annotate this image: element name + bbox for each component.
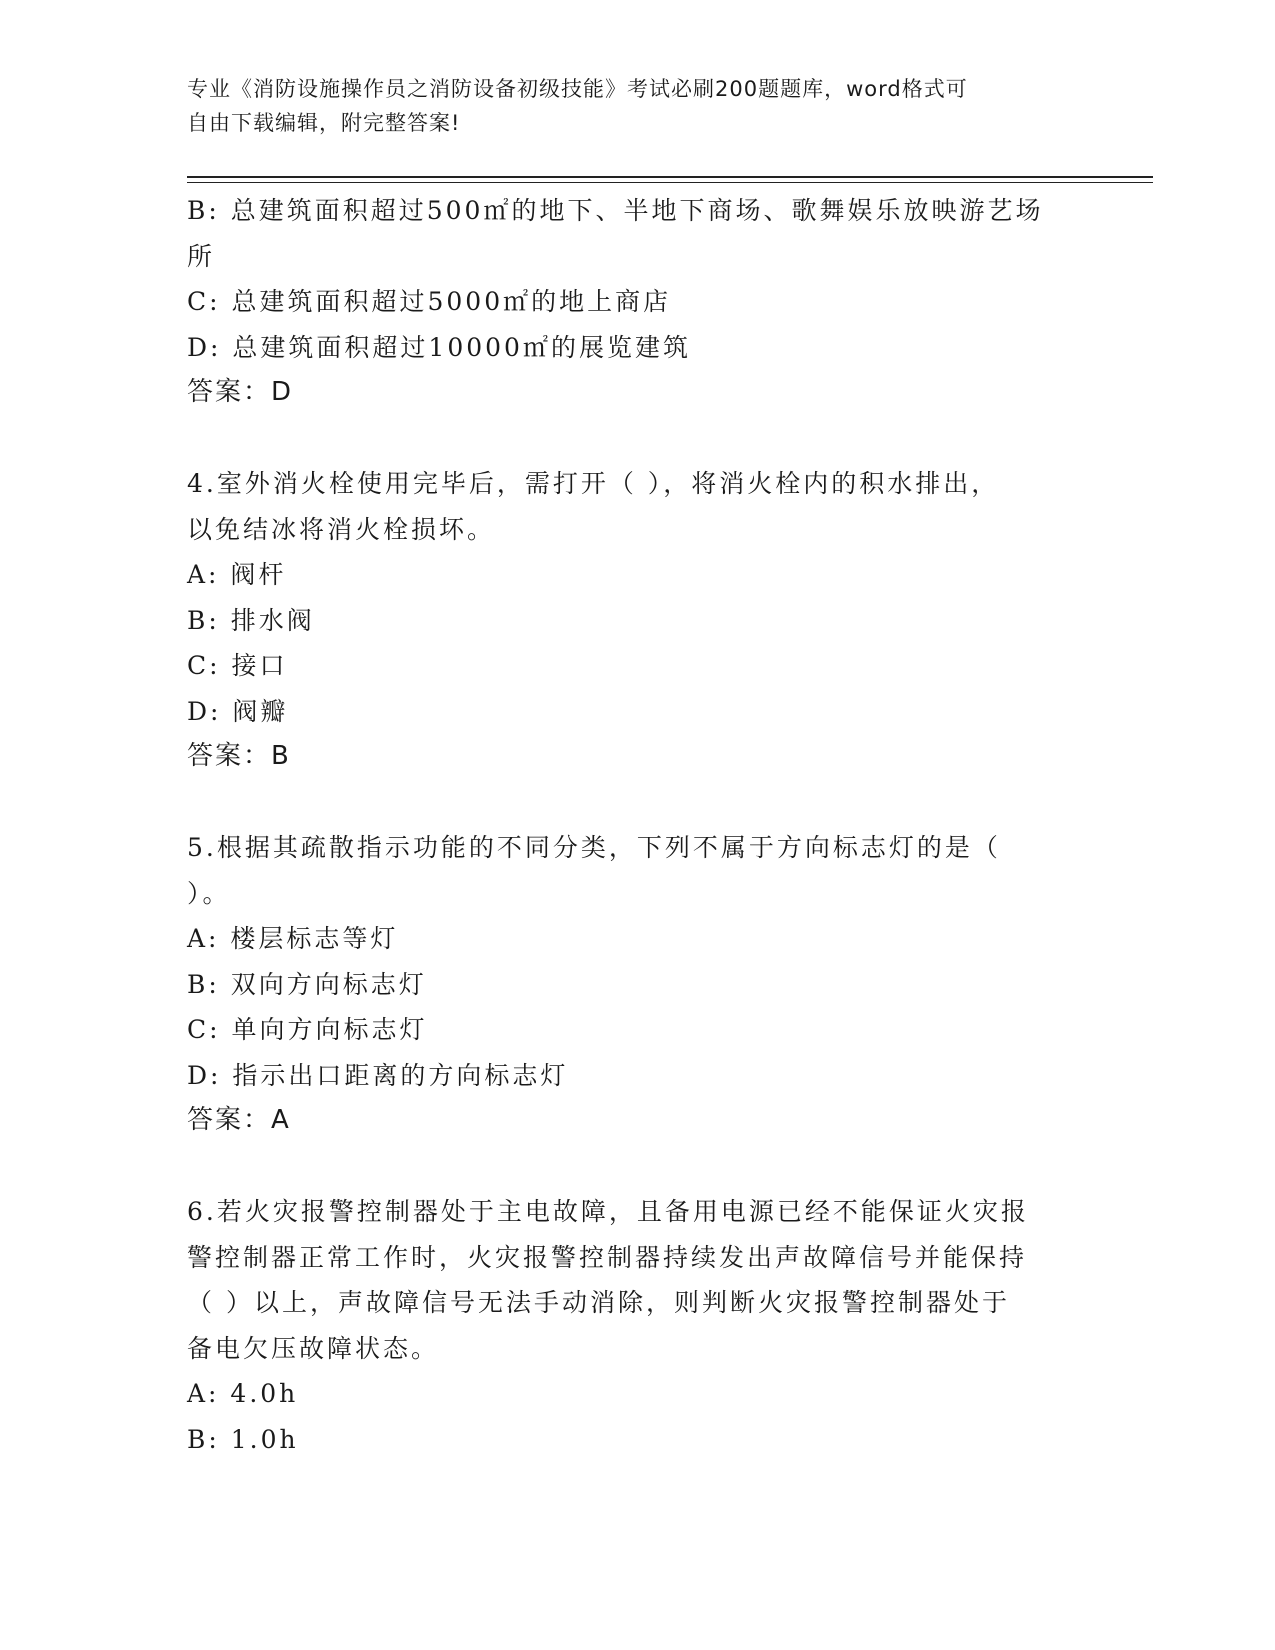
header-divider-bottom [187, 182, 1153, 183]
question-stem: 6.若火灾报警控制器处于主电故障，且备用电源已经不能保证火灾报 [187, 1197, 1029, 1226]
question-stem-continued: （ ）以上，声故障信号无法手动消除，则判断火灾报警控制器处于 [187, 1288, 1010, 1317]
option-d: D: 阀瓣 [187, 696, 289, 726]
answer-label: 答案：A [187, 1105, 291, 1135]
option-a: A: 4.0h [187, 1379, 299, 1408]
question-6 [187, 1189, 1067, 1462]
option-c: C: 单向方向标志灯 [187, 1015, 428, 1044]
answer-label: 答案：D [187, 377, 294, 407]
option-b: B: 双向方向标志灯 [187, 969, 427, 999]
option-b-continued: 所 [187, 241, 216, 271]
document-header [187, 72, 1067, 140]
option-d: D: 指示出口距离的方向标志灯 [187, 1060, 569, 1090]
question-4 [187, 461, 1067, 780]
option-b: B: 1.0h [187, 1424, 299, 1454]
header-divider-top [187, 176, 1153, 178]
question-5 [187, 825, 1067, 1144]
question-stem-continued: 以免结冰将消火栓损坏。 [187, 514, 496, 544]
answer-label: 答案：B [187, 741, 291, 771]
spacer [187, 780, 1067, 826]
option-b: B: 总建筑面积超过500㎡的地下、半地下商场、歌舞娱乐放映游艺场 [187, 196, 1044, 225]
question-stem-continued: ）。 [187, 878, 231, 908]
option-c: C: 总建筑面积超过5000㎡的地上商店 [187, 287, 672, 316]
option-a: A: 楼层标志等灯 [187, 924, 399, 953]
option-a: A: 阀杆 [187, 560, 287, 589]
option-b: B: 排水阀 [187, 605, 315, 635]
header-line-1: 专业《消防设施操作员之消防设备初级技能》考试必刷200题题库，word格式可 [187, 77, 968, 101]
option-d: D: 总建筑面积超过10000㎡的展览建筑 [187, 332, 691, 362]
header-line-2: 自由下载编辑，附完整答案! [187, 111, 461, 135]
spacer [187, 1144, 1067, 1190]
spacer [187, 416, 1067, 462]
question-list [187, 188, 1067, 1462]
question-stem-continued: 警控制器正常工作时，火灾报警控制器持续发出声故障信号并能保持 [187, 1242, 1028, 1272]
question-3-continued [187, 188, 1067, 416]
question-stem: 4.室外消火栓使用完毕后，需打开（ ），将消火栓内的积水排出， [187, 469, 1000, 498]
question-stem: 5.根据其疏散指示功能的不同分类，下列不属于方向标志灯的是（ [187, 833, 1001, 862]
option-c: C: 接口 [187, 651, 288, 680]
question-stem-continued: 备电欠压故障状态。 [187, 1333, 440, 1363]
